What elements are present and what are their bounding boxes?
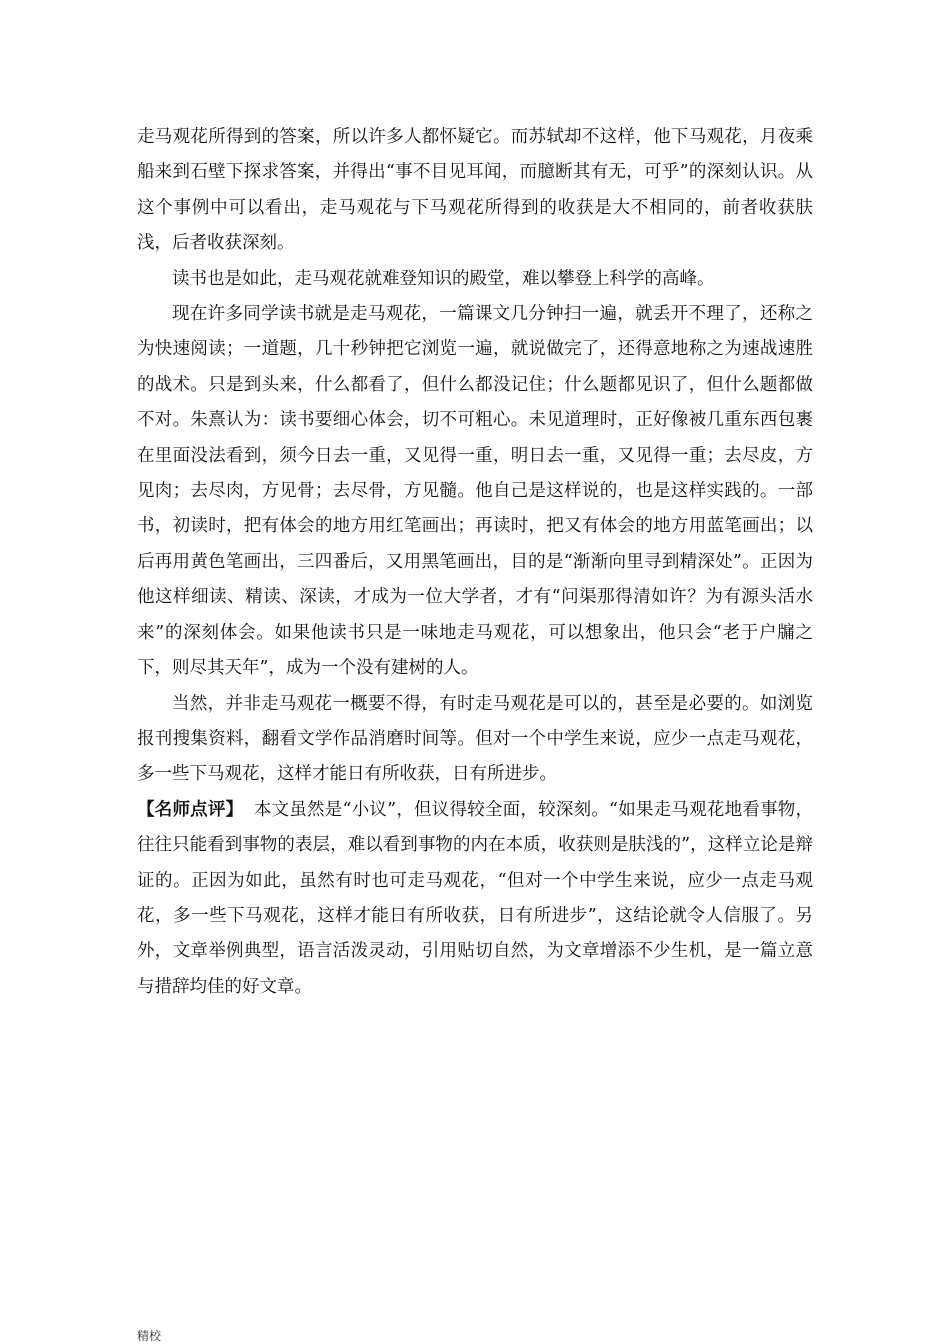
essay-paragraph-4: 当然，并非走马观花一概要不得，有时走马观花是可以的，甚至是必要的。如浏览报刊搜集资料，翻看文学作品消磨时间等。但对一个中学生来说，应少一点走马观花，多一些下马观花，这样才能日有所收获，日有所进步。 [137,693,813,785]
critique-text: 本文虽然是“小议”，但议得较全面，较深刻。“如果走马观花地看事物，往往只能看到事物的表层，难以看到事物的内在本质，收获则是肤浅的”，这样立论是辩证的。正因为如此，虽然有时也可走马观花，“但对一个中学生来说，应少一点走马观花，多一些下马观花，这样才能日有所收获，日有所进步”，这结论就令人信服了。另外，文章举例典型，语言活泼灵动，引用贴切自然，为文章增添不少生机，是一篇立意与措辞均佳的好文章。 [137,799,814,997]
essay-paragraph-2: 读书也是如此，走马观花就难登知识的殿堂，难以攀登上科学的高峰。 [172,268,715,289]
critique-label: 【名师点评】 [137,799,244,820]
teacher-critique [137,793,813,1005]
essay-paragraph-3: 现在许多同学读书就是走马观花，一篇课文几分钟扫一遍，就丢开不理了，还称之为快速阅读；一道题，几十秒钟把它浏览一遍，就说做完了，还得意地称之为速战速胜的战术。只是到头来，什么都看了，但什么都没记住；什么题都见识了，但什么题都做不对。朱熹认为：读书要细心体会，切不可粗心。未见道理时，正好像被几重东西包裹在里面没法看到，须今日去一重，又见得一重，明日去一重，又见得一重；去尽皮，方见肉；去尽肉，方见骨；去尽骨，方见髓。他自己是这样说的，也是这样实践的。一部书，初读时，把有体会的地方用红笔画出；再读时，把又有体会的地方用蓝笔画出；以后再用黄色笔画出，三四番后，又用黑笔画出，目的是“渐渐向里寻到精深处”。正因为他这样细读、精读、深读，才成为一位大学者，才有“问渠那得清如许？为有源头活水来”的深刻体会。如果他读书只是一味地走马观花，可以想象出，他只会“老于户牖之下，则尽其天年”，成为一个没有建树的人。 [137,304,813,679]
essay-body [137,120,813,1005]
essay-paragraph-1: 走马观花所得到的答案，所以许多人都怀疑它。而苏轼却不这样，他下马观花，月夜乘船来到石壁下探求答案，并得出“事不目见耳闻，而臆断其有无，可乎”的深刻认识。从这个事例中可以看出，走马观花与下马观花所得到的收获是大不相同的，前者收获肤浅，后者收获深刻。 [137,127,813,254]
footer-fragment: 精校 [137,1329,162,1343]
